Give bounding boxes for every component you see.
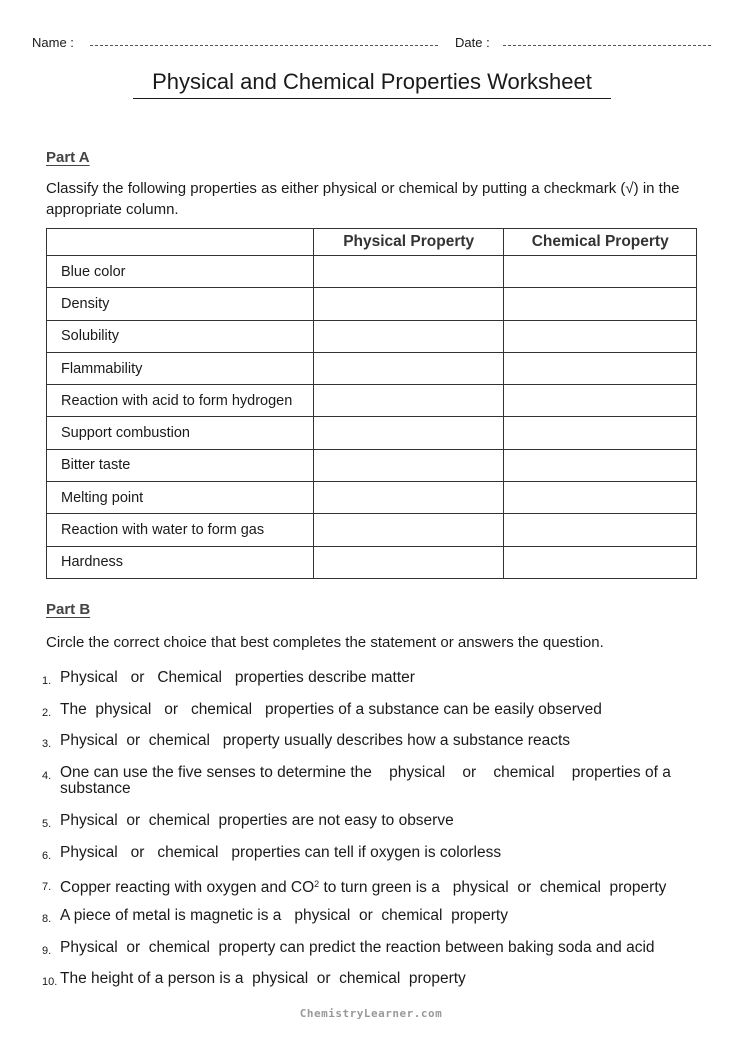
physical-cell[interactable]: [313, 385, 504, 417]
physical-cell[interactable]: [313, 352, 504, 384]
physical-cell[interactable]: [313, 482, 504, 514]
table-row: [47, 256, 697, 288]
chemical-cell[interactable]: [504, 288, 697, 320]
table-row: [47, 320, 697, 352]
question-text[interactable]: Physical or chemical property can predict the reaction between baking soda and acid: [60, 939, 655, 956]
name-label: Name :: [32, 35, 74, 50]
name-field[interactable]: [90, 45, 438, 46]
chemical-cell[interactable]: [504, 482, 697, 514]
question-text[interactable]: [60, 876, 712, 896]
chemical-cell[interactable]: [504, 514, 697, 546]
table-row: [47, 385, 697, 417]
date-field[interactable]: [503, 45, 711, 46]
question-number: 7.: [42, 881, 52, 893]
physical-cell[interactable]: [313, 514, 504, 546]
header-chemical: Chemical Property: [504, 229, 697, 256]
question-number: 2.: [42, 707, 52, 719]
table-header-row: [47, 229, 697, 256]
physical-cell[interactable]: [313, 320, 504, 352]
property-label: Flammability: [47, 352, 314, 384]
table-row: [47, 417, 697, 449]
property-label: Solubility: [47, 320, 314, 352]
date-label: Date :: [455, 35, 490, 50]
subscript-two: 2: [314, 879, 320, 889]
part-b-instructions: Circle the correct choice that best completes the statement or answers the question.: [46, 634, 604, 651]
property-label: Melting point: [47, 482, 314, 514]
chemical-cell[interactable]: [504, 256, 697, 288]
chemical-cell[interactable]: [504, 417, 697, 449]
header-property: [47, 229, 314, 256]
chemical-cell[interactable]: [504, 449, 697, 481]
question-number: 5.: [42, 818, 52, 830]
question-number: 10.: [42, 976, 58, 988]
part-b-heading: Part B: [46, 601, 91, 618]
question-number: 9.: [42, 945, 52, 957]
chemical-cell[interactable]: [504, 385, 697, 417]
property-label: Density: [47, 288, 314, 320]
physical-cell[interactable]: [313, 546, 504, 578]
property-label: Reaction with water to form gas: [47, 514, 314, 546]
physical-cell[interactable]: [313, 288, 504, 320]
table-row: [47, 514, 697, 546]
header-physical: Physical Property: [313, 229, 504, 256]
chemical-cell[interactable]: [504, 546, 697, 578]
table-row: [47, 352, 697, 384]
question-number: 1.: [42, 675, 52, 687]
property-label: Bitter taste: [47, 449, 314, 481]
table-row: [47, 546, 697, 578]
question-number: 3.: [42, 738, 52, 750]
table-row: [47, 288, 697, 320]
question-text-before: Copper reacting with oxygen and CO: [60, 879, 315, 896]
properties-table: [46, 228, 697, 579]
property-label: Reaction with acid to form hydrogen: [47, 385, 314, 417]
question-text-after: to turn green is a physical or chemical property: [319, 879, 667, 896]
question-number: 4.: [42, 770, 52, 782]
question-text[interactable]: Physical or Chemical properties describe matter: [60, 669, 415, 686]
physical-cell[interactable]: [313, 449, 504, 481]
question-text[interactable]: Physical or chemical properties can tell if oxygen is colorless: [60, 844, 502, 861]
table-row: [47, 482, 697, 514]
chemical-cell[interactable]: [504, 352, 697, 384]
footer-brand: ChemistryLearner.com: [299, 1007, 443, 1020]
property-label: Support combustion: [47, 417, 314, 449]
physical-cell[interactable]: [313, 256, 504, 288]
question-text[interactable]: One can use the five senses to determine the physical or chemical properties of a substance: [60, 764, 676, 797]
chemical-cell[interactable]: [504, 320, 697, 352]
question-text[interactable]: The physical or chemical properties of a substance can be easily observed: [60, 701, 602, 718]
physical-cell[interactable]: [313, 417, 504, 449]
question-text[interactable]: The height of a person is a physical or chemical property: [60, 970, 466, 987]
question-text[interactable]: Physical or chemical property usually describes how a substance reacts: [60, 732, 571, 749]
property-label: Blue color: [47, 256, 314, 288]
page-title: Physical and Chemical Properties Worksheet: [133, 69, 611, 99]
question-number: 6.: [42, 850, 52, 862]
question-text[interactable]: A piece of metal is magnetic is a physical or chemical property: [60, 907, 508, 924]
question-text[interactable]: Physical or chemical properties are not easy to observe: [60, 812, 454, 829]
part-a-heading: Part A: [46, 149, 90, 166]
property-label: Hardness: [47, 546, 314, 578]
table-row: [47, 449, 697, 481]
part-a-instructions: Classify the following properties as either physical or chemical by putting a checkmark (√) in the appropriate column.: [46, 180, 680, 218]
question-number: 8.: [42, 913, 52, 925]
